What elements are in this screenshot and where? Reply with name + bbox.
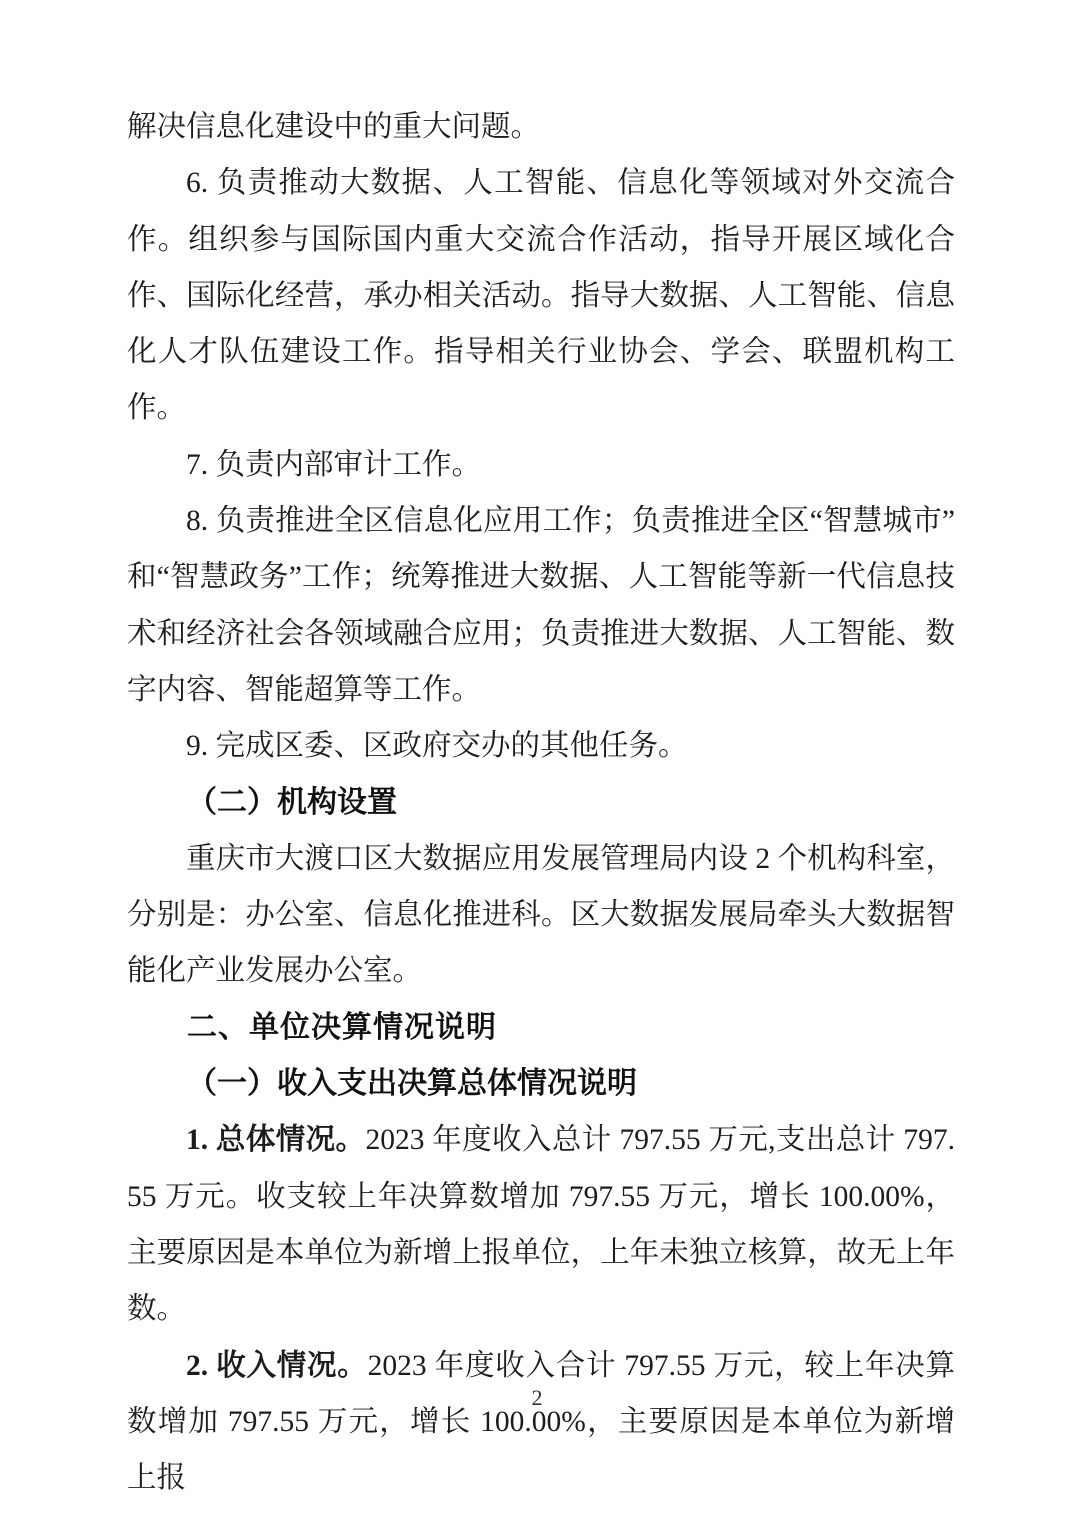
paragraph-duty-8: 8. 负责推进全区信息化应用工作；负责推进全区“智慧城市”和“智慧政务”工作；统筹推进大数据、人工智能等新一代信息技术和经济社会各领域融合应用；负责推进大数据、人工智能、数字内容、智能超算等工作。 [127,505,955,706]
section-heading-final-accounts: 二、单位决算情况说明 [187,1010,497,1044]
paragraph-lead-overall: 1. 总体情况。 [186,1124,366,1157]
paragraph-duty-7: 7. 负责内部审计工作。 [186,448,482,481]
subsection-heading-income-expense-overview: （一）收入支出决算总体情况说明 [187,1067,637,1101]
document-body [127,99,955,1506]
paragraph-duty-6: 6. 负责推动大数据、人工智能、信息化等领域对外交流合作。组织参与国际国内重大交流合作活动，指导开展区域化合作、国际化经营，承办相关活动。指导大数据、人工智能、信息化人才队伍建设工作。指导相关行业协会、学会、联盟机构工作。 [127,167,955,425]
paragraph-text-overall: 2023 年度收入总计 797.55 万元,支出总计 797.55 万元。收支较上年决算数增加 797.55 万元，增长 100.00%，主要原因是本单位为新增上报单位，上年未独立核算，故无上年数。 [127,1124,955,1326]
paragraph-lead-income: 2. 收入情况。 [186,1349,368,1382]
paragraph-text-income: 2023 年度收入合计 797.55 万元，较上年决算数增加 797.55 万元，增长 100.00%，主要原因是本单位为新增上报 [127,1349,955,1495]
section-heading-org-setup: （二）机构设置 [187,785,397,819]
paragraph-duty-9: 9. 完成区委、区政府交办的其他任务。 [186,730,688,763]
paragraph-continuation: 解决信息化建设中的重大问题。 [127,111,541,143]
page-number: 2 [531,1385,543,1410]
paragraph-income-situation [127,1338,955,1507]
paragraph-overall-situation [127,1112,955,1337]
paragraph-org-setup: 重庆市大渡口区大数据应用发展管理局内设 2 个机构科室，分别是：办公室、信息化推进科。区大数据发展局牵头大数据智能化产业发展办公室。 [127,842,955,988]
